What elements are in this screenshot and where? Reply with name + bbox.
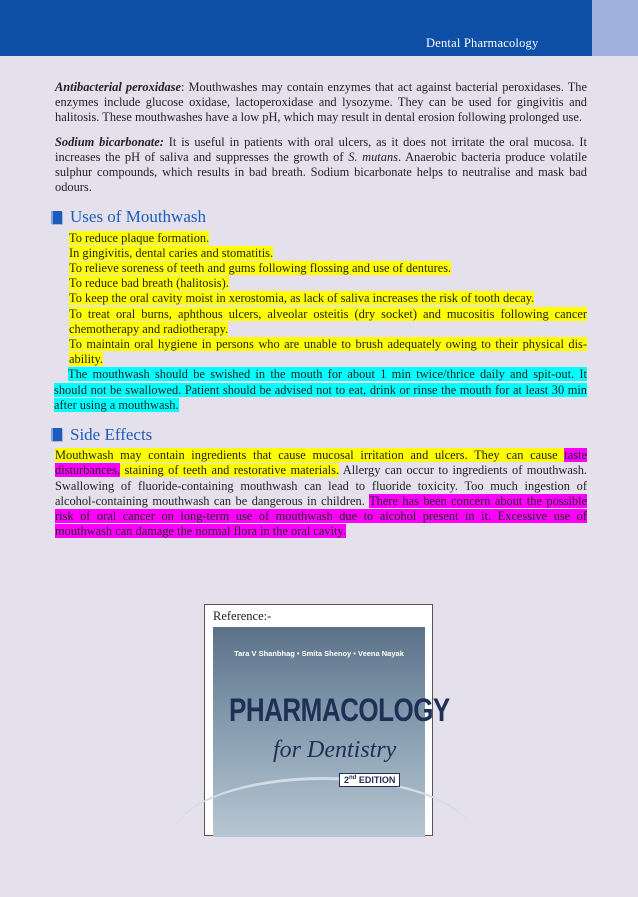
paragraph-antibacterial-peroxidase <box>55 80 587 126</box>
term-sodium-bicarbonate: Sodium bicarbonate: <box>55 134 164 149</box>
list-item <box>55 337 587 367</box>
list-item <box>55 291 587 306</box>
paragraph-text: : Mouthwashes may contain enzymes that act against bacterial peroxidases. The enzymes include glucose oxidase, lactoperoxidase and lysozyme. They can be used for gingivitis and halitosis. These mouthwashes have a low pH, which may result in dental erosion following prolonged use. <box>55 80 587 125</box>
section-heading-side-effects <box>51 425 587 445</box>
list-item <box>55 261 587 276</box>
book-authors: Tara V Shanbhag • Smita Shenoy • Veena Nayak <box>234 649 404 658</box>
side-effect-text: staining of teeth and restorative materials. <box>120 463 340 478</box>
instruction-text: The mouthwash should be swished in the mouth for about 1 min twice/thrice daily and spit-out. It should not be swallowed. Patient should be advised not to eat, drink or rinse the mouth for at least 30 min after using a mouthwash. <box>54 367 587 412</box>
reference-box <box>204 604 450 836</box>
paragraph-text: It is useful in patients with oral ulcers, as it does not irritate the oral mucosa. It increases the pH of saliva and suppresses the growth of <box>55 134 587 164</box>
list-item <box>55 307 587 337</box>
book-edition-badge <box>339 773 400 787</box>
species-name: S. mutans <box>348 149 398 164</box>
edition-number: 2 <box>344 775 350 785</box>
edition-word: EDITION <box>356 775 396 785</box>
edition-suffix: nd <box>349 775 357 781</box>
section-heading-uses <box>51 207 587 227</box>
book-cover-image <box>213 627 450 837</box>
list-item-text: To reduce bad breath (halitosis). <box>69 276 229 291</box>
uses-list <box>55 231 587 413</box>
paragraph-text: . Anaerobic bacteria produce volatile sulphur compounds, which results in bad breath. Sodium bicarbonate helps to neutralise and mask bad odours. <box>55 149 587 195</box>
paragraph-sodium-bicarbonate <box>55 135 587 196</box>
list-item-text: To reduce plaque formation. <box>69 230 210 245</box>
header-tab <box>592 0 638 56</box>
side-effect-text: Mouthwash may contain ingredients that cause mucosal irritation and ulcers. They can cause <box>55 448 565 463</box>
list-item <box>55 276 587 291</box>
side-effect-text: Allergy can occur to ingredients of mouthwash. Swallowing of fluoride-containing mouthwash can lead to fluoride toxicity. Too much ingestion of alcohol-containing mouthwash can be dangerous in children. <box>55 463 587 508</box>
list-item-text: To keep the oral cavity moist in xerostomia, as lack of saliva increases the risk of tooth decay. <box>69 291 535 306</box>
list-item-text: To maintain oral hygiene in persons who are unable to brush adequately owing to their physical dis-ability. <box>69 337 587 367</box>
reference-label: Reference:- <box>213 609 272 623</box>
list-item <box>55 246 587 261</box>
list-item-text: To relieve soreness of teeth and gums following flossing and use of dentures. <box>69 261 452 276</box>
book-title: PHARMACOLOGY <box>229 691 450 729</box>
section-title-uses: Uses of Mouthwash <box>70 207 206 227</box>
page-header-title: Dental Pharmacology <box>426 36 539 50</box>
list-item <box>55 231 587 246</box>
section-square-icon <box>51 428 62 441</box>
cover-arc <box>173 777 473 897</box>
side-effects-paragraph <box>55 448 587 539</box>
mouthwash-instruction <box>54 367 587 413</box>
header-bar <box>0 0 638 56</box>
side-effect-text: There has been concern about the possible risk of oral cancer on long-term use of mouthwash due to alcohol present in it. Excessive use of mouthwash can damage the normal flora in the oral cavity. <box>55 493 588 539</box>
list-item-text: In gingivitis, dental caries and stomatitis. <box>69 245 274 260</box>
term-antibacterial-peroxidase: Antibacterial peroxidase <box>55 80 181 94</box>
side-effect-text: taste disturbances, <box>55 448 587 478</box>
page-content <box>55 80 587 539</box>
section-title-side-effects: Side Effects <box>70 425 153 445</box>
section-square-icon <box>51 211 62 224</box>
list-item-text: To treat oral burns, aphthous ulcers, alveolar osteitis (dry socket) and mucositis following cancer chemotherapy and radiotherapy. <box>69 306 587 336</box>
book-subtitle: for Dentistry <box>273 737 397 763</box>
